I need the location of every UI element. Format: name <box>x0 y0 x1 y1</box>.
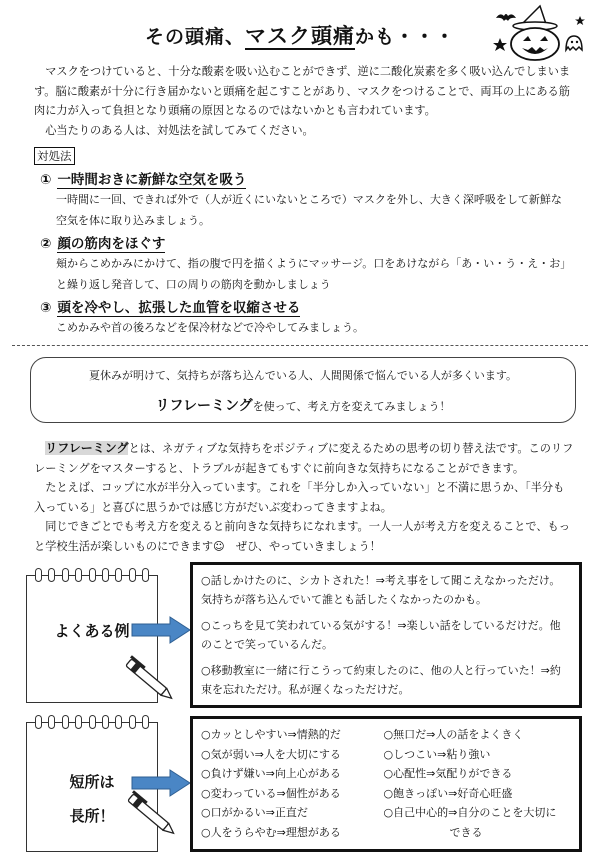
label-line-2: 長所！ <box>69 807 115 825</box>
reframing-keyword: リフレーミング <box>45 441 129 455</box>
intro-try-paragraph: 心当たりのある人は、対処法を試してみてください。 <box>45 124 314 137</box>
arrow-right-icon <box>130 615 192 645</box>
traits-right-column <box>384 725 571 842</box>
callout-line-2-rest: を使って、考え方を変えてみましょう！ <box>252 400 451 413</box>
common-examples-label: よくある例 <box>54 622 130 640</box>
notepad-rings <box>35 568 149 582</box>
reframing-example: たとえば、コップに水が半分入っています。これを「半分しか入っていない」と不満に思うか、「半分も入っている」と喜びに思うかでは感じ方がだいぶ変わってきますよね。 <box>34 481 565 514</box>
title-part1: その頭痛、 <box>144 26 245 48</box>
traits-left-column <box>201 725 384 842</box>
trait-item: ○気が弱い⇒人を大切にする <box>201 747 341 761</box>
notepad-rings <box>35 715 149 729</box>
method-1-heading: 一時間おきに新鮮な空気を吸う <box>57 172 247 188</box>
star-small-icon <box>575 16 585 25</box>
trait-item: できる <box>383 825 483 839</box>
pen-icon <box>118 650 180 710</box>
trait-item: ○変わっている⇒個性がある <box>201 786 341 800</box>
method-2-number: ② <box>40 236 52 252</box>
callout-line-1: 夏休みが明けて、気持ちが落ち込んでいる人、人間関係で悩んでいる人が多くいます。 <box>89 369 517 382</box>
title-highlight: マスク頭痛 <box>245 24 355 48</box>
star-icon <box>493 38 507 51</box>
jack-o-lantern-icon <box>511 28 559 60</box>
method-3-title <box>40 296 300 316</box>
trait-item: ○口がかるい⇒正直だ <box>201 806 308 819</box>
reframing-definition-rest: とは、ネガティブな気持ちをポジティブに変えるための思考の切り替え法です。このリフレーミングをマスターすると、トラブルが起きてもすぐに前向きな気持ちになることができます。 <box>34 442 574 475</box>
label-line-1: 短所は <box>69 773 115 791</box>
reframing-encouragement: 同じできごとでも考え方を変えると前向きな気持ちになれます。一人一人が考え方を変えることで、もっと学校生活が楽しいものにできます☺ ぜひ、やっていきましょう！ <box>34 520 570 553</box>
halloween-pumpkin-illustration <box>490 4 590 62</box>
callout-keyword: リフレーミング <box>155 398 253 414</box>
method-3-number: ③ <box>40 300 52 316</box>
reframing-definition <box>34 439 574 478</box>
method-3-heading: 頭を冷やし、拡張した血管を収縮させる <box>57 300 301 316</box>
method-3-description: こめかみや首の後ろなどを保冷材などで冷やしてみましょう。 <box>56 321 364 334</box>
method-1-description: 一時間に一回、できれば外で（人が近くにいないところで）マスクを外し、大きく深呼吸をして新鮮な空気を体に取り込みましょう。 <box>56 193 562 227</box>
trait-item: ○飽きっぽい⇒好奇心旺盛 <box>383 786 513 800</box>
arrow-right-icon <box>130 768 192 798</box>
example-item: ○移動教室に一緒に行こうって約束したのに、他の人と行っていた！⇒約束を忘れただけ。私が遅くなっただけだ。 <box>201 664 561 696</box>
trait-item: ○負けず嫌い⇒向上心がある <box>201 767 341 780</box>
trait-item: ○カッとしやすい⇒情熱的だ <box>201 728 341 741</box>
callout-line-2 <box>31 395 575 415</box>
trait-item: ○自己中心的⇒自分のことを大切に <box>383 806 557 819</box>
trait-item: ○心配性⇒気配りができる <box>383 767 513 780</box>
method-1-title <box>40 168 246 188</box>
intro-paragraph: マスクをつけていると、十分な酸素を吸い込むことができず、逆に二酸化炭素を多く吸い込んでしまいます。脳に酸素が十分に行き届かないと頭痛を起こすことがあり、マスクをつけることで、両耳の上にある筋肉に力が入って負担となり頭痛の原因となるのではないかとも言われています。 <box>34 65 571 117</box>
witch-hat-icon <box>513 6 557 30</box>
remedy-label: 対処法 <box>34 147 75 165</box>
reframing-callout-box <box>30 357 576 423</box>
method-2-description: 頬からこめかみにかけて、指の腹で円を描くようにマッサージ。口をあけながら「あ・い・う・え・お」と繰り返し発音して、口の周りの筋肉を動かしましょう <box>56 257 566 291</box>
title-part3: かも・・・ <box>355 26 456 48</box>
example-item: ○話しかけたのに、シカトされた！⇒考え事をして聞こえなかっただけ。気持ちが落ち込んでいて誰とも話したくなかったのかも。 <box>201 574 561 606</box>
method-2-heading: 顔の筋肉をほぐす <box>57 236 166 252</box>
method-2-title <box>40 232 165 252</box>
section-divider <box>12 345 588 346</box>
trait-item: ○人をうらやむ⇒理想がある <box>201 825 341 839</box>
trait-item: ○無口だ⇒人の話をよくきく <box>383 728 524 741</box>
example-item: ○こっちを見て笑われている気がする！⇒楽しい話をしているだけだ。他のことで笑っているんだ。 <box>201 619 561 651</box>
weakness-strength-box <box>190 716 582 852</box>
bat-icon <box>496 14 516 21</box>
ghost-icon <box>566 36 582 50</box>
common-examples-box <box>190 562 582 708</box>
trait-item: ○しつこい⇒粘り強い <box>383 747 491 761</box>
method-1-number: ① <box>40 172 52 188</box>
